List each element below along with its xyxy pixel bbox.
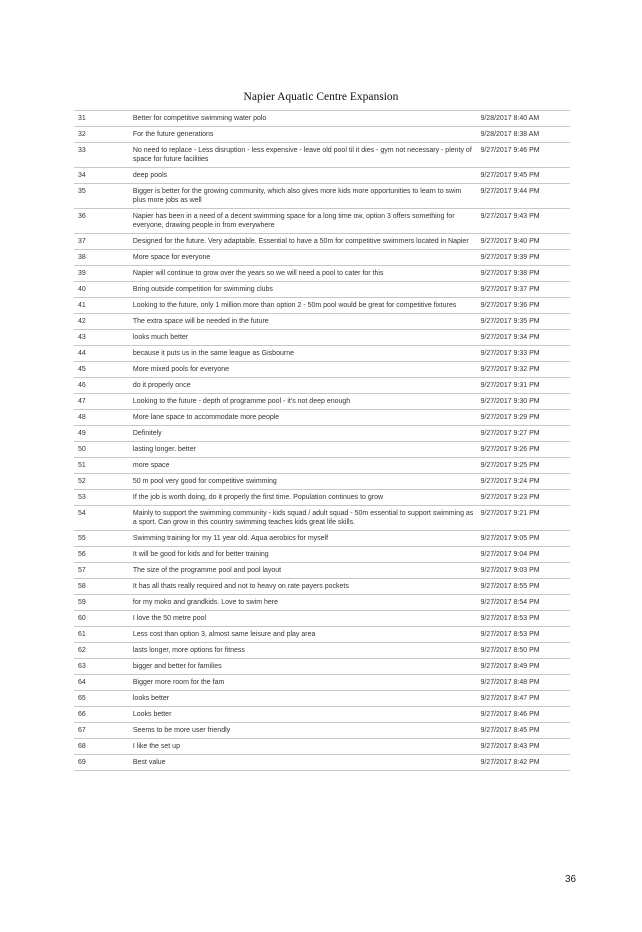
table-row	[74, 442, 570, 458]
response-text: Bring outside competition for swimming clubs	[129, 282, 477, 298]
table-row	[74, 531, 570, 547]
response-number: 31	[74, 111, 129, 127]
table-row	[74, 111, 570, 127]
response-text: Napier will continue to grow over the years so we will need a pool to cater for this	[129, 266, 477, 282]
response-number: 44	[74, 346, 129, 362]
response-date: 9/27/2017 8:43 PM	[476, 739, 570, 755]
table-row	[74, 707, 570, 723]
response-text: looks better	[129, 691, 477, 707]
response-number: 56	[74, 547, 129, 563]
response-text: looks much better	[129, 330, 477, 346]
table-row	[74, 168, 570, 184]
table-row	[74, 314, 570, 330]
table-row	[74, 490, 570, 506]
page-number: 36	[565, 874, 577, 885]
response-number: 62	[74, 643, 129, 659]
response-number: 50	[74, 442, 129, 458]
table-row	[74, 426, 570, 442]
response-number: 34	[74, 168, 129, 184]
table-row	[74, 611, 570, 627]
table-row	[74, 266, 570, 282]
response-date: 9/27/2017 8:53 PM	[476, 627, 570, 643]
response-number: 55	[74, 531, 129, 547]
response-date: 9/27/2017 9:25 PM	[476, 458, 570, 474]
response-text: lasting longer. better	[129, 442, 477, 458]
response-number: 36	[74, 209, 129, 234]
response-number: 40	[74, 282, 129, 298]
response-number: 61	[74, 627, 129, 643]
table-row	[74, 563, 570, 579]
response-text: Napier has been in a need of a decent swimming space for a long time ow, option 3 offers something for everyone, drawing people in from everywhere	[129, 209, 477, 234]
table-row	[74, 250, 570, 266]
table-row	[74, 659, 570, 675]
table-row	[74, 143, 570, 168]
response-text: more space	[129, 458, 477, 474]
response-date: 9/27/2017 9:32 PM	[476, 362, 570, 378]
response-date: 9/27/2017 9:30 PM	[476, 394, 570, 410]
response-number: 38	[74, 250, 129, 266]
table-row	[74, 579, 570, 595]
response-number: 47	[74, 394, 129, 410]
table-row	[74, 458, 570, 474]
response-text: Less cost than option 3, almost same leisure and play area	[129, 627, 477, 643]
response-number: 57	[74, 563, 129, 579]
table-row	[74, 362, 570, 378]
response-date: 9/27/2017 9:05 PM	[476, 531, 570, 547]
response-date: 9/27/2017 9:03 PM	[476, 563, 570, 579]
response-text: Looks better	[129, 707, 477, 723]
table-row	[74, 394, 570, 410]
response-text: More mixed pools for everyone	[129, 362, 477, 378]
table-row	[74, 627, 570, 643]
response-number: 41	[74, 298, 129, 314]
response-number: 46	[74, 378, 129, 394]
response-text: because it puts us in the same league as Gisbourne	[129, 346, 477, 362]
response-number: 58	[74, 579, 129, 595]
response-number: 37	[74, 234, 129, 250]
response-date: 9/27/2017 9:33 PM	[476, 346, 570, 362]
response-date: 9/27/2017 9:21 PM	[476, 506, 570, 531]
response-date: 9/27/2017 8:45 PM	[476, 723, 570, 739]
response-number: 65	[74, 691, 129, 707]
response-number: 60	[74, 611, 129, 627]
response-date: 9/27/2017 9:43 PM	[476, 209, 570, 234]
table-row	[74, 234, 570, 250]
response-date: 9/27/2017 9:36 PM	[476, 298, 570, 314]
response-number: 35	[74, 184, 129, 209]
response-text: It has all thats really required and not to heavy on rate payers pockets	[129, 579, 477, 595]
response-number: 68	[74, 739, 129, 755]
response-text: Seems to be more user friendly	[129, 723, 477, 739]
response-number: 54	[74, 506, 129, 531]
response-text: More lane space to accommodate more people	[129, 410, 477, 426]
response-text: Designed for the future. Very adaptable. Essential to have a 50m for competitive swimmers located in Napier	[129, 234, 477, 250]
response-text: Best value	[129, 755, 477, 771]
response-text: Looking to the future, only 1 million more than option 2 - 50m pool would be great for competitive fixtures	[129, 298, 477, 314]
response-text: deep pools	[129, 168, 477, 184]
response-date: 9/27/2017 9:37 PM	[476, 282, 570, 298]
response-number: 59	[74, 595, 129, 611]
responses-table	[74, 110, 570, 771]
table-row	[74, 410, 570, 426]
table-row	[74, 595, 570, 611]
response-number: 69	[74, 755, 129, 771]
response-date: 9/28/2017 8:38 AM	[476, 127, 570, 143]
response-date: 9/27/2017 9:04 PM	[476, 547, 570, 563]
response-text: Definitely	[129, 426, 477, 442]
response-text: Better for competitive swimming water polo	[129, 111, 477, 127]
table-row	[74, 506, 570, 531]
table-row	[74, 547, 570, 563]
response-text: Bigger more room for the fam	[129, 675, 477, 691]
response-number: 43	[74, 330, 129, 346]
response-date: 9/27/2017 9:45 PM	[476, 168, 570, 184]
response-number: 66	[74, 707, 129, 723]
response-text: For the future generations	[129, 127, 477, 143]
table-row	[74, 282, 570, 298]
response-date: 9/27/2017 8:48 PM	[476, 675, 570, 691]
response-text: More space for everyone	[129, 250, 477, 266]
table-row	[74, 184, 570, 209]
response-text: Swimming training for my 11 year old. Aqua aerobics for myself	[129, 531, 477, 547]
table-row	[74, 739, 570, 755]
response-date: 9/27/2017 9:29 PM	[476, 410, 570, 426]
response-text: do it properly once	[129, 378, 477, 394]
table-row	[74, 723, 570, 739]
table-row	[74, 643, 570, 659]
response-date: 9/27/2017 9:23 PM	[476, 490, 570, 506]
response-number: 33	[74, 143, 129, 168]
table-row	[74, 675, 570, 691]
response-date: 9/27/2017 9:40 PM	[476, 234, 570, 250]
response-date: 9/27/2017 9:44 PM	[476, 184, 570, 209]
response-date: 9/27/2017 8:54 PM	[476, 595, 570, 611]
response-date: 9/28/2017 8:40 AM	[476, 111, 570, 127]
response-number: 63	[74, 659, 129, 675]
response-date: 9/27/2017 8:47 PM	[476, 691, 570, 707]
response-number: 45	[74, 362, 129, 378]
response-date: 9/27/2017 8:50 PM	[476, 643, 570, 659]
response-date: 9/27/2017 9:26 PM	[476, 442, 570, 458]
response-number: 48	[74, 410, 129, 426]
response-text: It will be good for kids and for better training	[129, 547, 477, 563]
table-row	[74, 474, 570, 490]
response-number: 67	[74, 723, 129, 739]
response-number: 32	[74, 127, 129, 143]
response-date: 9/27/2017 9:35 PM	[476, 314, 570, 330]
response-date: 9/27/2017 8:46 PM	[476, 707, 570, 723]
response-text: Mainly to support the swimming community - kids squad / adult squad - 50m essential to support swimming as a sport. Can grow in this country swimming teaches kids great life skills.	[129, 506, 477, 531]
response-number: 52	[74, 474, 129, 490]
page-title: Napier Aquatic Centre Expansion	[243, 91, 399, 103]
response-text: bigger and better for families	[129, 659, 477, 675]
table-row	[74, 691, 570, 707]
response-text: Bigger is better for the growing community, which also gives more kids more opportunities to learn to swim plus more jobs as well	[129, 184, 477, 209]
response-text: If the job is worth doing, do it properly the first time. Population continues to grow	[129, 490, 477, 506]
response-text: The extra space will be needed in the future	[129, 314, 477, 330]
table-row	[74, 298, 570, 314]
response-date: 9/27/2017 9:39 PM	[476, 250, 570, 266]
response-date: 9/27/2017 9:38 PM	[476, 266, 570, 282]
table-row	[74, 378, 570, 394]
response-text: 50 m pool very good for competitive swimming	[129, 474, 477, 490]
response-date: 9/27/2017 8:49 PM	[476, 659, 570, 675]
table-row	[74, 330, 570, 346]
response-number: 64	[74, 675, 129, 691]
response-number: 42	[74, 314, 129, 330]
response-number: 53	[74, 490, 129, 506]
response-text: I love the 50 metre pool	[129, 611, 477, 627]
response-date: 9/27/2017 9:46 PM	[476, 143, 570, 168]
response-date: 9/27/2017 9:31 PM	[476, 378, 570, 394]
response-number: 49	[74, 426, 129, 442]
response-text: Looking to the future - depth of programme pool - it's not deep enough	[129, 394, 477, 410]
table-row	[74, 127, 570, 143]
response-date: 9/27/2017 8:55 PM	[476, 579, 570, 595]
response-text: I like the set up	[129, 739, 477, 755]
responses-table-body	[74, 111, 570, 771]
response-date: 9/27/2017 8:42 PM	[476, 755, 570, 771]
response-text: No need to replace - Less disruption - less expensive - leave old pool til it dies - gym not necessary - plenty of space for future facilities	[129, 143, 477, 168]
response-number: 39	[74, 266, 129, 282]
response-date: 9/27/2017 9:27 PM	[476, 426, 570, 442]
response-text: lasts longer, more options for fitness	[129, 643, 477, 659]
response-text: The size of the programme pool and pool layout	[129, 563, 477, 579]
table-row	[74, 755, 570, 771]
table-row	[74, 346, 570, 362]
response-date: 9/27/2017 9:34 PM	[476, 330, 570, 346]
response-date: 9/27/2017 9:24 PM	[476, 474, 570, 490]
response-date: 9/27/2017 8:53 PM	[476, 611, 570, 627]
response-text: for my moko and grandkids. Love to swim here	[129, 595, 477, 611]
response-number: 51	[74, 458, 129, 474]
table-row	[74, 209, 570, 234]
